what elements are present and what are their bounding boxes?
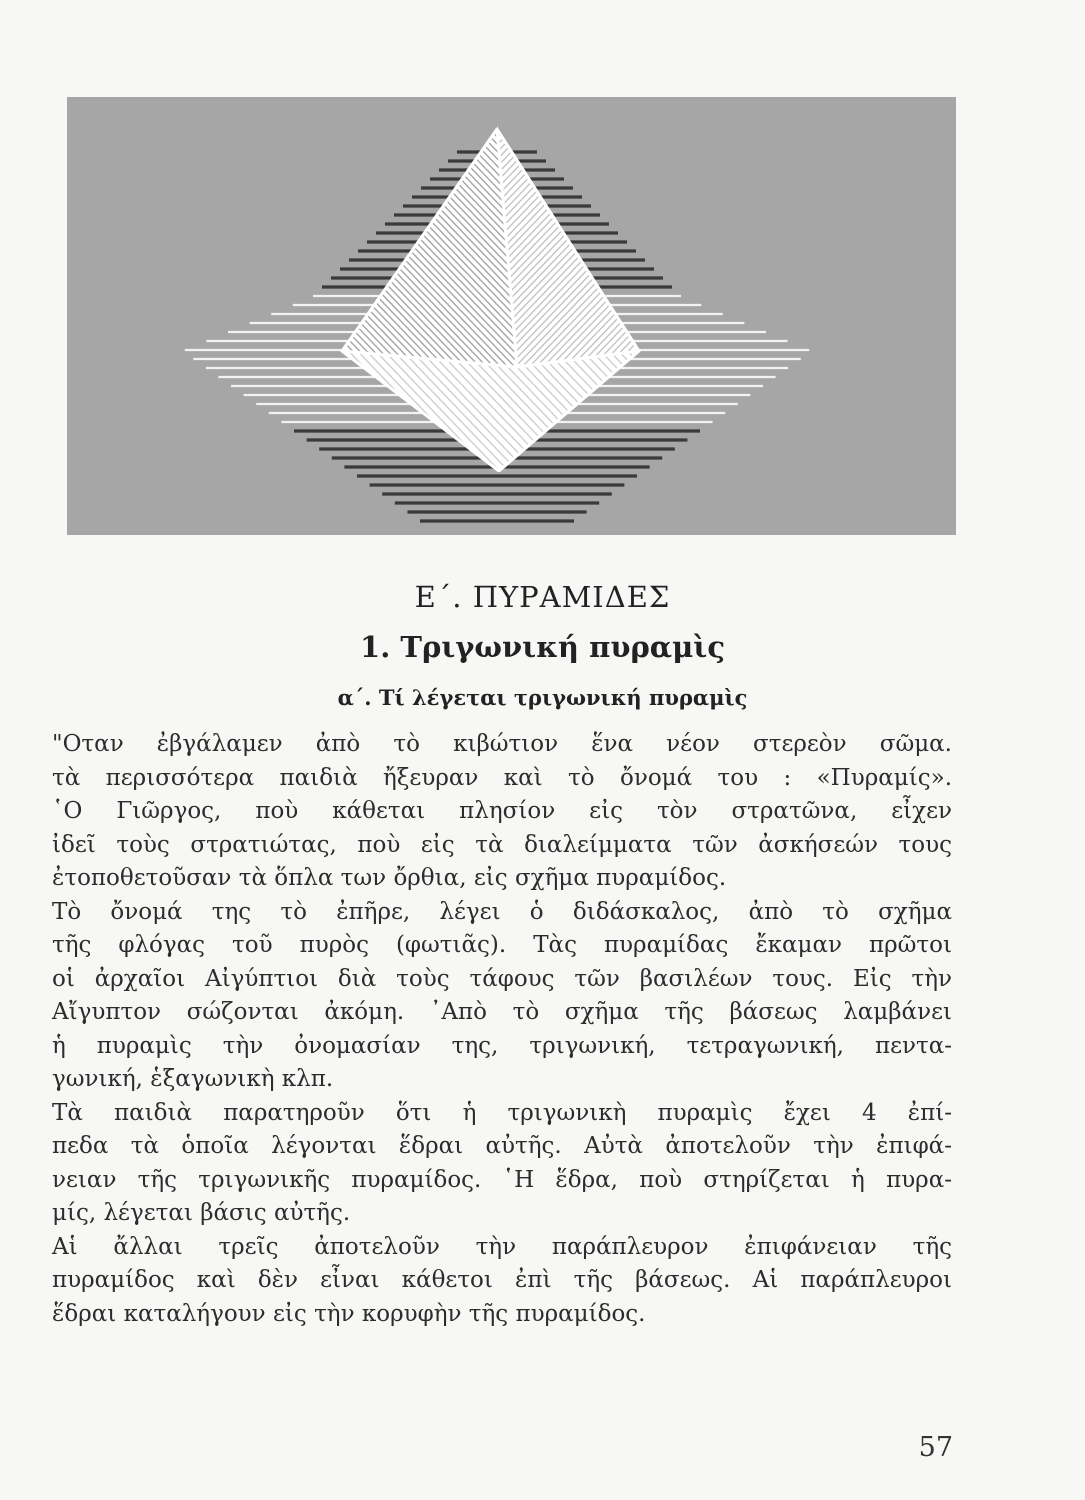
- body-line: τῆς φλόγας τοῦ πυρὸς (φωτιᾶς). Τὰς πυραμίδας ἔκαμαν πρῶτοι: [52, 932, 952, 958]
- subsection-title: α΄. Τί λέγεται τριγωνική πυραμὶς: [337, 685, 748, 710]
- body-line: πεδα τὰ ὁποῖα λέγονται ἕδραι αὐτῆς. Αὐτὰ ἀποτελοῦν τὴν ἐπιφά-: [52, 1133, 952, 1159]
- body-text: [52, 728, 952, 1331]
- body-line: Τὰ παιδιὰ παρατηροῦν ὅτι ἡ τριγωνικὴ πυραμὶς ἔχει 4 ἐπί-: [52, 1099, 952, 1126]
- body-line: ἡ πυραμὶς τὴν ὀνομασίαν της, τριγωνική, τετραγωνική, πεντα-: [52, 1032, 952, 1059]
- body-line: νειαν τῆς τριγωνικῆς πυραμίδος. ῾Η ἕδρα, ποὺ στηρίζεται ἡ πυρα-: [52, 1166, 952, 1193]
- body-line: Τὸ ὄνομά της τὸ ἐπῆρε, λέγει ὁ διδάσκαλος, ἀπὸ τὸ σχῆμα: [52, 898, 952, 925]
- body-line: τὰ περισσότερα παιδιὰ ἤξευραν καὶ τὸ ὄνομά του : «Πυραμίς».: [52, 764, 952, 791]
- body-line: ἕδραι καταλήγουν εἰς τὴν κορυφὴν τῆς πυραμίδος.: [52, 1300, 646, 1327]
- pyramid-shape: [67, 97, 956, 535]
- body-line: Αἴγυπτον σώζονται ἀκόμη. ᾽Απὸ τὸ σχῆμα τῆς βάσεως λαμβάνει: [52, 999, 952, 1025]
- page-number: 57: [918, 1432, 953, 1463]
- body-line: ῾Ο Γιῶργος, ποὺ κάθεται πλησίον εἰς τὸν στρατῶνα, εἶχεν: [52, 798, 952, 824]
- body-line: ἰδεῖ τοὺς στρατιώτας, ποὺ εἰς τὰ διαλείμματα τῶν ἀσκήσεών τους: [52, 831, 952, 858]
- chapter-title: Ε΄. ΠΥΡΑΜΙΔΕΣ: [414, 580, 671, 614]
- pyramid-illustration: [67, 97, 956, 535]
- pyramid-drawing: [67, 97, 956, 535]
- body-line: Αἱ ἄλλαι τρεῖς ἀποτελοῦν τὴν παράπλευρον ἐπιφάνειαν τῆς: [52, 1233, 952, 1260]
- body-line: πυραμίδος καὶ δὲν εἶναι κάθετοι ἐπὶ τῆς βάσεως. Αἱ παράπλευροι: [52, 1267, 952, 1293]
- section-title: 1. Τριγωνική πυραμὶς: [360, 630, 725, 664]
- body-line: μίς, λέγεται βάσις αὐτῆς.: [52, 1200, 351, 1226]
- body-line: γωνική, ἑξαγωνικὴ κλπ.: [52, 1066, 334, 1092]
- body-line: "Οταν ἐβγάλαμεν ἀπὸ τὸ κιβώτιον ἕνα νέον στερεὸν σῶμα.: [52, 731, 952, 757]
- body-line: οἱ ἀρχαῖοι Αἰγύπτιοι διὰ τοὺς τάφους τῶν βασιλέων τους. Εἰς τὴν: [52, 965, 952, 992]
- body-line: ἐτοποθετοῦσαν τὰ ὅπλα των ὄρθια, εἰς σχῆμα πυραμίδος.: [52, 865, 727, 891]
